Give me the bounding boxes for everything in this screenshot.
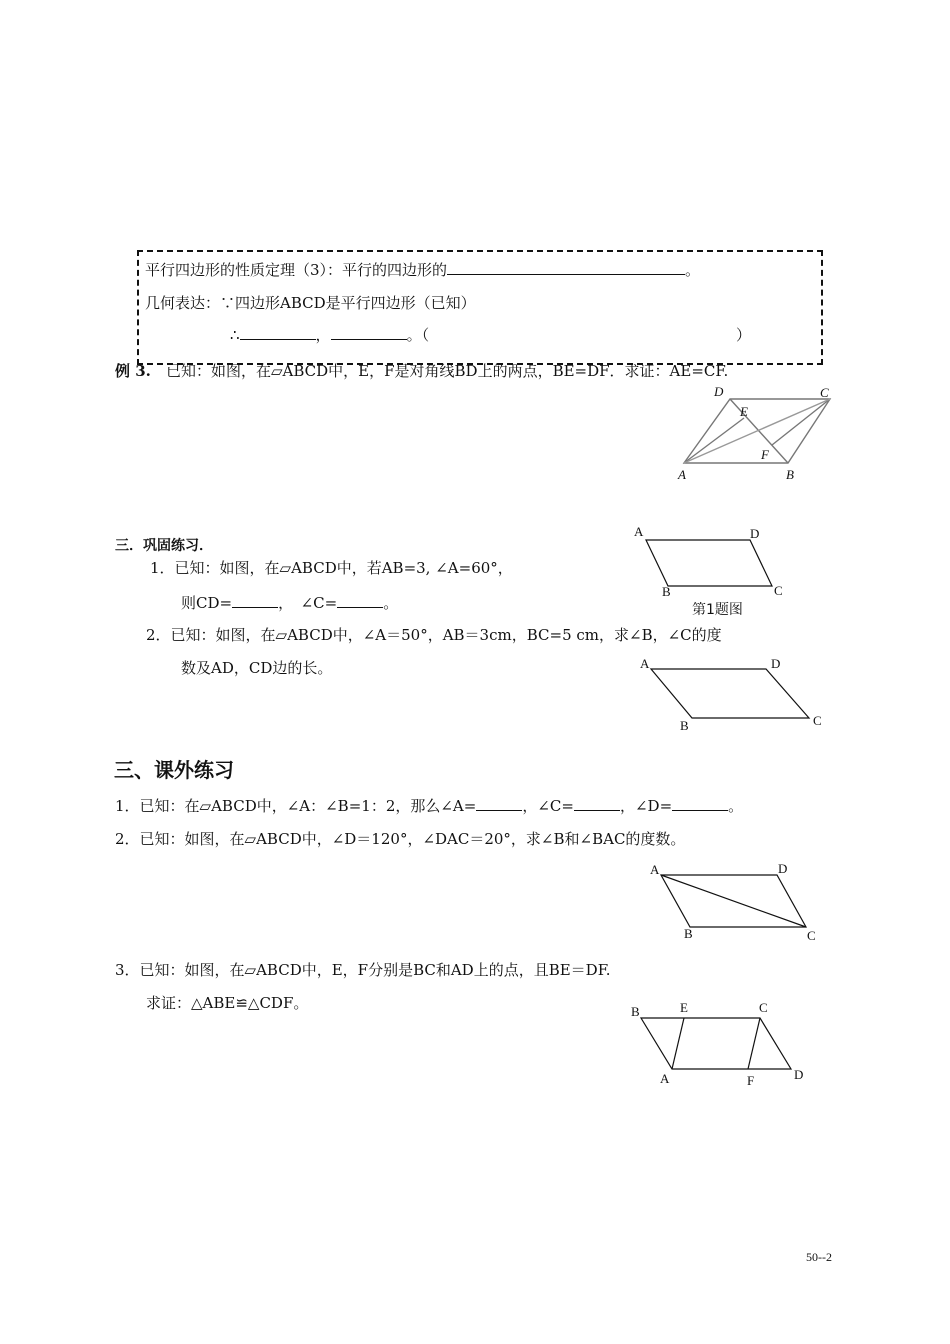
theorem-line-2: 几何表达：∵四边形ABCD是平行四边形（已知） [145, 294, 476, 312]
hw-q3-label-b: B [631, 1004, 640, 1019]
page-number: 50--2 [806, 1250, 832, 1264]
q1-label-b: B [662, 584, 671, 599]
hw-q3-segment-ae [672, 1018, 684, 1069]
therefore-symbol: ∴ [230, 326, 240, 344]
homework-heading: 三、课外练习 [114, 758, 234, 782]
example3-label: 例 3. [115, 362, 151, 380]
q1-label-a: A [634, 524, 644, 539]
hw-q3-label-c: C [759, 1000, 768, 1015]
ex3-label-d: D [714, 384, 724, 399]
hw-q3-label-e: E [680, 1000, 688, 1015]
ex3-label-e: E [740, 404, 748, 419]
theorem-comma: ， [315, 326, 331, 344]
q2-label-a: A [640, 656, 650, 671]
consolidate-heading: 三．巩固练习． [115, 538, 213, 554]
ex3-label-c: C [820, 385, 829, 400]
hw-q3-parallelogram [641, 1018, 791, 1069]
homework-q2: 2．已知：如图，在▱ABCD中，∠D＝120°，∠DAC＝20°，求∠B和∠BAC的度数。 [115, 830, 686, 848]
hw-q1-text-a: 1．已知：在▱ABCD中，∠A：∠B=1：2，那么∠A= [115, 797, 477, 815]
consolidate-q1-line1: 1．已知：如图，在▱ABCD中，若AB=3, ∠A=60°， [150, 559, 513, 577]
hw-q3-segment-cf [748, 1018, 760, 1069]
hw-q1-end: 。 [728, 797, 744, 815]
ex3-label-a: A [678, 467, 686, 482]
hw-q2-label-d: D [778, 861, 788, 876]
hw-q1-text-d: ，∠D= [619, 797, 673, 815]
q2-label-b: B [680, 718, 689, 733]
hw-q2-label-a: A [650, 862, 660, 877]
q1-figure-caption: 第1题图 [692, 602, 743, 618]
hw-q1-text-c: ，∠C= [522, 797, 574, 815]
ex3-label-b: B [786, 467, 794, 482]
hw-q3-label-f: F [747, 1073, 755, 1088]
q2-label-d: D [771, 656, 781, 671]
q1-label-d: D [750, 526, 760, 541]
q1-cd-label: 则CD= [181, 594, 233, 612]
consolidate-q2-line1: 2．已知：如图，在▱ABCD中，∠A＝50°，AB＝3cm，BC=5 cm，求∠B，∠C的度 [146, 626, 722, 644]
q1-label-c: C [774, 583, 783, 598]
q1-angle-c-label: ， ∠C= [278, 594, 338, 612]
theorem-reason-open: 。（ [406, 326, 430, 344]
q2-label-c: C [813, 713, 822, 728]
example3-text: 已知：如图，在▱ABCD中，E，F是对角线BD上的两点，BE=DF．求证：AE=CF. [166, 362, 729, 380]
hw-q3-label-a: A [660, 1071, 670, 1086]
q1-end: 。 [383, 594, 399, 612]
hw-q2-label-b: B [684, 926, 693, 941]
homework-q3-line2: 求证：△ABE≌△CDF。 [146, 994, 309, 1012]
theorem-reason-close: ） [736, 326, 752, 344]
theorem-text-1-end: 。 [685, 261, 701, 279]
consolidate-q2-line2: 数及AD，CD边的长。 [181, 659, 333, 677]
hw-q2-label-c: C [807, 928, 816, 943]
ex3-label-f: F [761, 447, 769, 462]
theorem-text-1: 平行四边形的性质定理（3）：平行的四边形的 [145, 261, 448, 279]
hw-q3-label-d: D [794, 1067, 804, 1082]
homework-q3-line1: 3．已知：如图，在▱ABCD中，E，F分别是BC和AD上的点，且BE＝DF. [115, 961, 611, 979]
